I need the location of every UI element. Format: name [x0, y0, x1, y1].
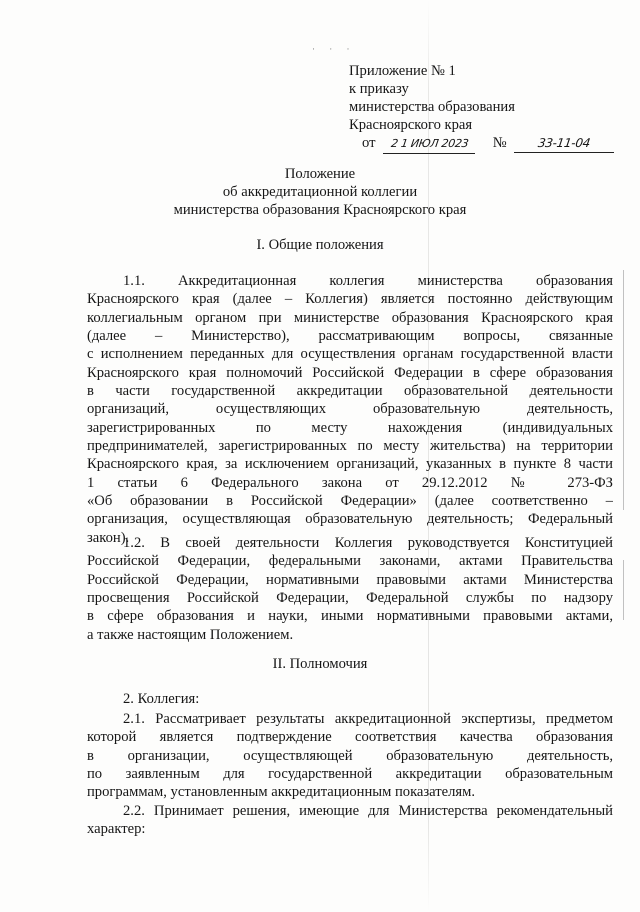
text-line: организаций, осуществляющих образовательную деятельность,	[87, 401, 613, 418]
number-label: №	[492, 135, 507, 151]
text-line: организация, осуществляющая образовательную деятельность; Федеральный	[87, 511, 613, 528]
doc-title: Положение	[284, 166, 356, 182]
text-line: Красноярского края, за исключением организаций, указанных в пункте 8 части	[87, 456, 613, 473]
text-line: (далее – Министерство), рассматривающим вопросы, связанные	[87, 328, 613, 345]
text-line: просвещения Российской Федерации, Федеральной службы по надзору	[87, 590, 613, 607]
order-date-row	[362, 134, 614, 154]
scan-edge-mark	[623, 560, 624, 620]
text-line: 1.1. Аккредитационная коллегия министерства образования	[123, 273, 613, 289]
text-line: «Об образовании в Российской Федерации» (далее соответственно –	[87, 493, 613, 510]
text-line: по заявленным для государственной аккредитации образовательным	[87, 766, 613, 783]
text-line: программам, установленным аккредитационным показателям.	[87, 784, 476, 801]
text-line: зарегистрированных по месту нахождения (индивидуальных	[87, 419, 613, 436]
handwritten-number: 33-11-04	[537, 136, 592, 150]
text-line: 1 статьи 6 Федерального закона от 29.12.2012 № 273-ФЗ	[87, 474, 613, 491]
section-2-heading: II. Полномочия	[272, 656, 368, 672]
text-line: Российской Федерации, нормативными правовыми актами Министерства	[87, 571, 613, 588]
text-line: коллегиальным органом при министерстве образования Красноярского края	[87, 309, 613, 326]
text-line: закон).	[87, 529, 130, 546]
section-1-heading: I. Общие положения	[256, 237, 384, 253]
text-line: в организации, осуществляющей образовательную деятельность,	[87, 747, 613, 764]
text-line: в части государственной аккредитации образовательной деятельности	[87, 383, 613, 400]
text-line: 1.2. В своей деятельности Коллегия руководствуется Конституцией	[123, 535, 613, 551]
doc-subtitle-2: министерства образования Красноярского края	[173, 202, 467, 218]
text-line: которой является подтверждение соответствия качества образования	[87, 729, 613, 746]
region-label: Красноярского края	[349, 117, 473, 133]
text-line: с исполнением переданных для осуществления органам государственной власти	[87, 346, 613, 363]
text-line: Российской Федерации, федеральными законами, актами Правительства	[87, 553, 613, 570]
handwritten-date: 2 1 ИЮЛ 2023	[389, 137, 469, 150]
to-order-label: к приказу	[349, 81, 409, 97]
number-field	[514, 134, 614, 153]
text-line: 2.1. Рассматривает результаты аккредитационной экспертизы, предметом	[123, 711, 613, 727]
paragraph-2-2	[87, 802, 613, 839]
text-line: характер:	[87, 821, 146, 838]
paragraph-2-1	[87, 710, 613, 802]
text-line: Красноярского края (далее – Коллегия) является постоянно действующим	[87, 291, 613, 308]
text-line: а также настоящим Положением.	[87, 626, 294, 643]
text-line: 2. Коллегия:	[123, 691, 200, 707]
text-line: 2.2. Принимает решения, имеющие для Министерства рекомендательный	[123, 803, 613, 819]
text-line: предпринимателей, зарегистрированных по месту жительства) на территории	[87, 438, 613, 455]
scan-edge-mark	[623, 270, 624, 510]
text-line: в сфере образования и науки, иными нормативными правовыми актами,	[87, 608, 613, 625]
paragraph-1-2	[87, 534, 613, 644]
scan-dots: · · ·	[312, 44, 356, 54]
ministry-label: министерства образования	[349, 99, 515, 115]
appendix-title: Приложение № 1	[349, 63, 456, 79]
paragraph-2	[87, 690, 613, 708]
doc-subtitle-1: об аккредитационной коллегии	[222, 184, 418, 200]
text-line: Красноярского края полномочий Российской Федерации в сфере образования	[87, 364, 613, 381]
date-field	[383, 134, 475, 154]
paragraph-1-1	[87, 272, 613, 547]
from-label: от	[362, 135, 376, 151]
